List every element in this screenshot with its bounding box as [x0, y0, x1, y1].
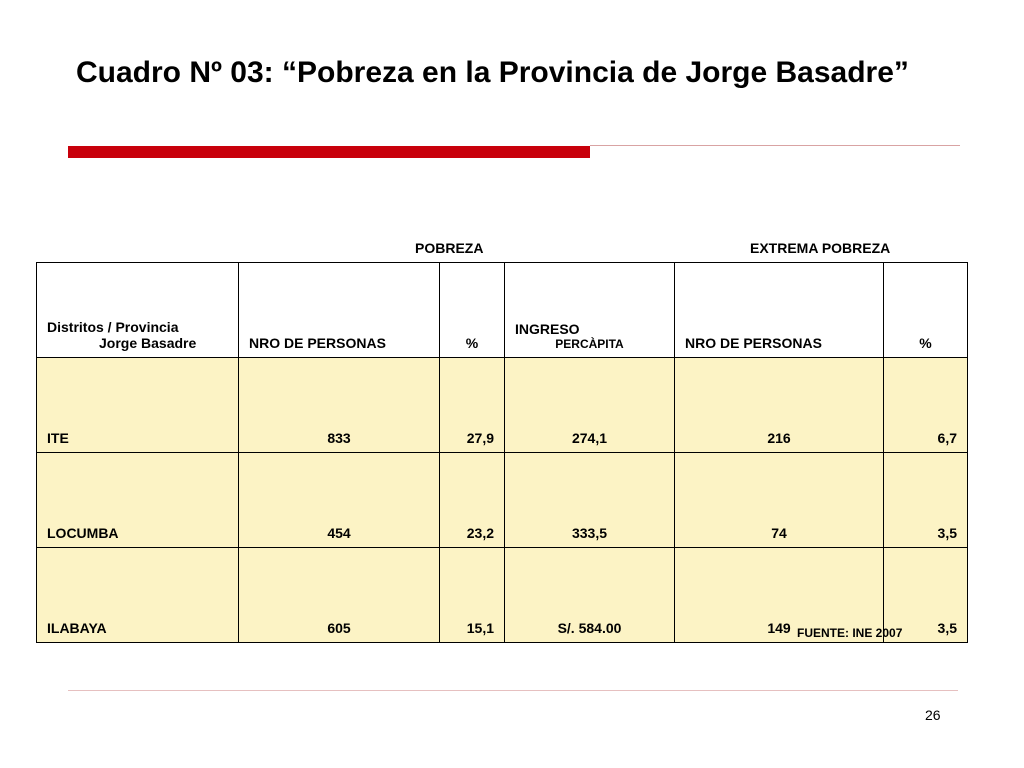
- table-header-row: [37, 263, 968, 358]
- title-accent-bar: [68, 146, 590, 158]
- cell-ingreso: S/. 584.00: [505, 548, 675, 643]
- header-districts: [37, 263, 239, 358]
- cell-ext-personas: 74: [675, 453, 884, 548]
- cell-district: ILABAYA: [37, 548, 239, 643]
- cell-ingreso: 274,1: [505, 358, 675, 453]
- cell-district: LOCUMBA: [37, 453, 239, 548]
- cell-pob-personas: 833: [239, 358, 440, 453]
- cell-ingreso: 333,5: [505, 453, 675, 548]
- table-row: [37, 358, 968, 453]
- group-header-pobreza: POBREZA: [415, 240, 484, 256]
- cell-district: ITE: [37, 358, 239, 453]
- group-header-extrema-pobreza: EXTREMA POBREZA: [750, 240, 891, 256]
- header-districts-line1: Distritos / Provincia: [47, 319, 179, 335]
- footer-divider-line: [68, 690, 958, 691]
- table-row: [37, 453, 968, 548]
- header-districts-line2: Jorge Basadre: [99, 335, 197, 351]
- cell-pob-personas: 454: [239, 453, 440, 548]
- cell-ext-personas: 216: [675, 358, 884, 453]
- cell-ext-pct: 6,7: [884, 358, 968, 453]
- cell-pob-pct: 15,1: [440, 548, 505, 643]
- header-pct-extrema: %: [884, 263, 968, 358]
- header-ingreso-line1: INGRESO: [515, 321, 580, 337]
- cell-pob-pct: 27,9: [440, 358, 505, 453]
- header-pct-pobreza: %: [440, 263, 505, 358]
- cell-ext-pct: 3,5: [884, 548, 968, 643]
- header-nro-personas-extrema: NRO DE PERSONAS: [675, 263, 884, 358]
- slide-title: Cuadro Nº 03: “Pobreza en la Provincia de Jorge Basadre”: [76, 56, 909, 89]
- poverty-table: [36, 262, 968, 643]
- page-number: 26: [925, 707, 941, 723]
- title-divider-line: [590, 145, 960, 146]
- source-note: FUENTE: INE 2007: [797, 626, 903, 640]
- cell-ext-personas: 149: [675, 548, 884, 643]
- cell-ext-pct: 3,5: [884, 453, 968, 548]
- header-ingreso-line2: PERCÀPITA: [555, 337, 624, 351]
- cell-pob-pct: 23,2: [440, 453, 505, 548]
- cell-pob-personas: 605: [239, 548, 440, 643]
- header-ingreso-percapita: [505, 263, 675, 358]
- header-nro-personas-pobreza: NRO DE PERSONAS: [239, 263, 440, 358]
